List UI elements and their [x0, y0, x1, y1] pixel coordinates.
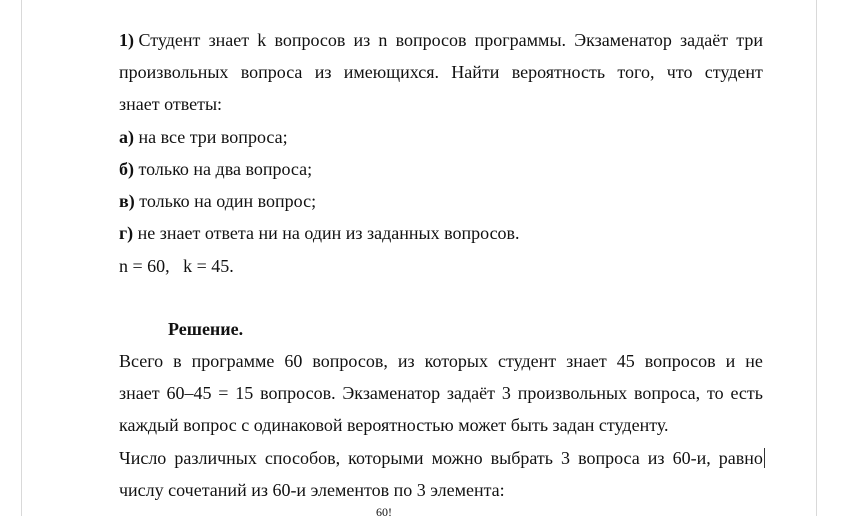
word: студент — [704, 62, 763, 82]
word: программы. — [474, 30, 567, 50]
word: k — [257, 30, 267, 50]
text-cursor — [764, 448, 765, 468]
item-d — [119, 222, 763, 244]
page-right-edge — [816, 0, 817, 516]
word: из — [314, 62, 332, 82]
word: 60–45 — [166, 383, 212, 403]
word: выбрать — [490, 448, 553, 468]
solution-line-4 — [119, 447, 763, 469]
word: вопросов — [644, 351, 716, 371]
word: вероятность — [511, 62, 606, 82]
word: из — [353, 30, 371, 50]
word: вопросов. — [260, 383, 336, 403]
word: то — [707, 383, 724, 403]
word: 45 — [616, 351, 635, 371]
word: знает — [119, 383, 160, 403]
problem-number-and-word — [119, 29, 200, 51]
word: 3 — [501, 383, 511, 403]
word: не — [745, 351, 763, 371]
word: Студент — [138, 30, 201, 50]
word: вопроса, — [634, 383, 701, 403]
word: в — [173, 351, 182, 371]
word: Всего — [119, 351, 164, 371]
item-b — [119, 158, 763, 180]
word: Экзаменатор — [574, 30, 672, 50]
problem-line-3: знает ответы: — [119, 94, 223, 114]
word: имеющихся. — [343, 62, 439, 82]
word: равно — [718, 448, 763, 468]
word: 60-и, — [672, 448, 711, 468]
item-label: в) — [119, 191, 135, 211]
item-c — [119, 190, 763, 212]
word: Экзаменатор — [342, 383, 441, 403]
problem-line-1 — [119, 29, 763, 51]
word: 15 — [235, 383, 254, 403]
item-label: а) — [119, 127, 134, 147]
word: произвольных — [517, 383, 628, 403]
word: произвольных — [119, 62, 229, 82]
word: студент — [497, 351, 557, 371]
item-text: не знает ответа ни на один из заданных вопросов. — [133, 223, 520, 243]
word: n — [378, 30, 388, 50]
word: программе — [191, 351, 275, 371]
item-text: только на один вопрос; — [134, 191, 317, 211]
solution-line-1 — [119, 350, 763, 372]
item-label: б) — [119, 159, 134, 179]
parameters: n = 60, k = 45. — [119, 256, 234, 276]
solution-line-5: числу сочетаний из 60-и элементов по 3 элемента: — [119, 480, 505, 500]
word: 60 — [284, 351, 303, 371]
word: вопросов — [274, 30, 346, 50]
item-text: только на два вопроса; — [134, 159, 313, 179]
word: того, — [617, 62, 655, 82]
word: знает — [208, 30, 250, 50]
word: 3 — [561, 448, 571, 468]
word: различных — [174, 448, 257, 468]
word: Найти — [451, 62, 500, 82]
word: вопроса — [240, 62, 303, 82]
solution-heading: Решение. — [168, 319, 244, 339]
word: которыми — [348, 448, 424, 468]
word: вопросов, — [312, 351, 388, 371]
word: и — [725, 351, 736, 371]
word: знает — [566, 351, 607, 371]
problem-number: 1) — [119, 30, 134, 50]
solution-line-3: каждый вопрос с одинаковой вероятностью может быть задан студенту. — [119, 415, 669, 435]
word: задаёт — [446, 383, 496, 403]
word: вопросов — [395, 30, 467, 50]
problem-line-2 — [119, 61, 763, 83]
item-label: г) — [119, 223, 134, 243]
word: что — [666, 62, 693, 82]
solution-line-2 — [119, 382, 763, 404]
word: = — [218, 383, 229, 403]
word: которых — [424, 351, 488, 371]
partial-formula: 60! — [376, 505, 392, 516]
word: есть — [730, 383, 763, 403]
word: способов, — [264, 448, 341, 468]
word: из — [397, 351, 415, 371]
word: три — [736, 30, 763, 50]
word: из — [647, 448, 665, 468]
word: задаёт — [679, 30, 729, 50]
item-text: на все три вопроса; — [134, 127, 288, 147]
item-a — [119, 126, 763, 148]
word: можно — [431, 448, 483, 468]
word: Число — [119, 448, 167, 468]
word: вопроса — [578, 448, 640, 468]
page-left-edge — [21, 0, 22, 516]
